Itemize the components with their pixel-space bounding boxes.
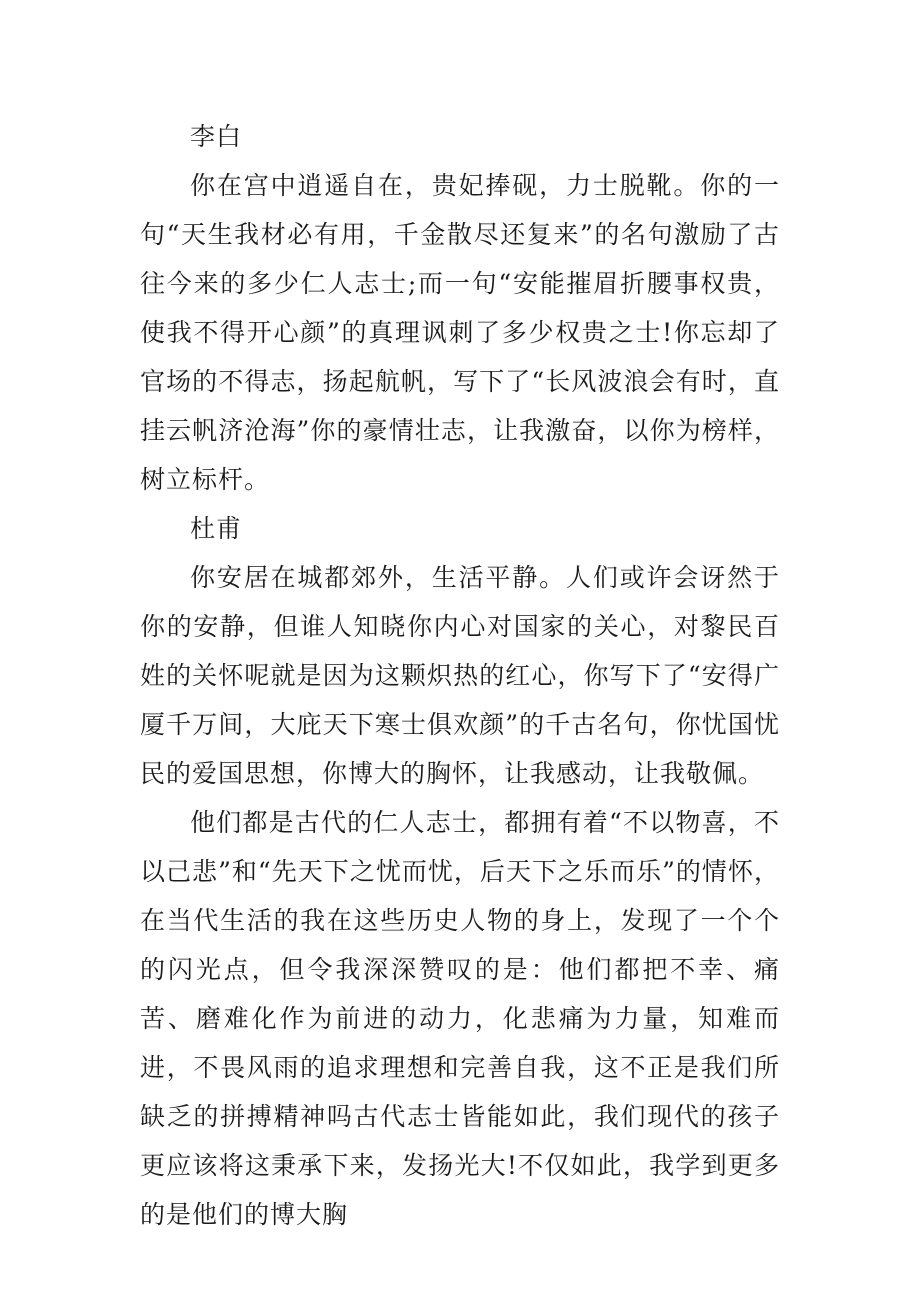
- paragraph-li-bai: 你在宫中逍遥自在，贵妃捧砚，力士脱靴。你的一句“天生我材必有用，千金散尽还复来”的名句激励了古往今来的多少仁人志士;而一句“安能摧眉折腰事权贵，使我不得开心颜”的真理讽刺了多少权贵之士!你忘却了官场的不得志，扬起航帆，写下了“长风波浪会有时，直挂云帆济沧海”你的豪情壮志，让我激奋，以你为榜样，树立标杆。: [140, 171, 780, 494]
- paragraph-summary: 他们都是古代的仁人志士，都拥有着“不以物喜，不以己悲”和“先天下之忧而忧，后天下之乐而乐”的情怀，在当代生活的我在这些历史人物的身上，发现了一个个的闪光点，但令我深深赞叹的是：他们都把不幸、痛苦、磨难化作为前进的动力，化悲痛为力量，知难而进，不畏风雨的追求理想和完善自我，这不正是我们所缺乏的拼搏精神吗古代志士皆能如此，我们现代的孩子更应该将这秉承下来，发扬光大!不仅如此，我学到更多的是他们的博大胸: [140, 808, 780, 1229]
- document-body: [140, 112, 780, 1239]
- paragraph-du-fu: 你安居在城都郊外，生活平静。人们或许会讶然于你的安静，但谁人知晓你内心对国家的关心，对黎民百姓的关怀呢就是因为这颗炽热的红心，你写下了“安得广厦千万间，大庇天下寒士俱欢颜”的千古名句，你忧国忧民的爱国思想，你博大的胸怀，让我感动，让我敬佩。: [140, 563, 780, 788]
- heading-li-bai: 李白: [190, 122, 243, 151]
- heading-du-fu: 杜甫: [190, 514, 243, 543]
